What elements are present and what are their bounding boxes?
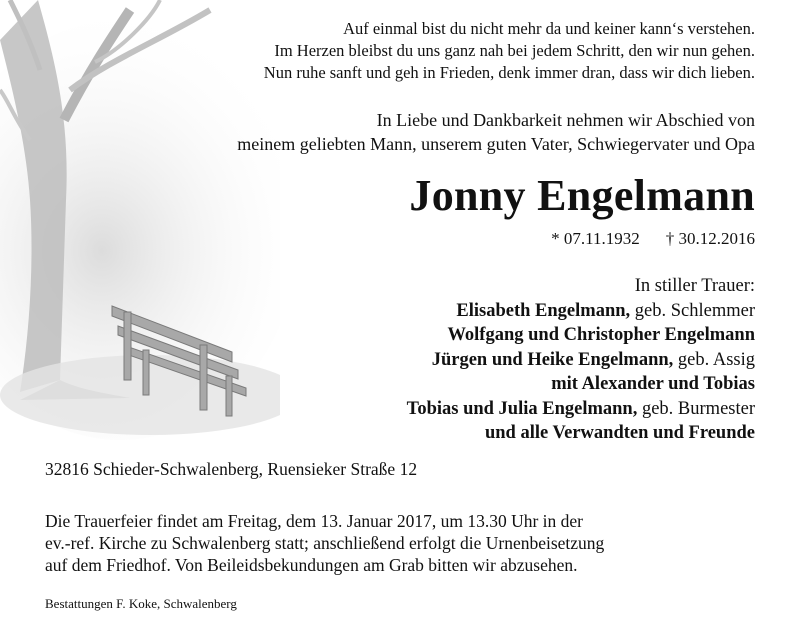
memorial-poem [264, 18, 755, 84]
ceremony-line-3: auf dem Friedhof. Von Beileidsbekundungen am Grab bitten wir abzusehen. [45, 555, 578, 575]
intro-line-2: meinem geliebten Mann, unserem guten Vater, Schwiegervater und Opa [237, 134, 755, 154]
mourners-heading: In stiller Trauer: [634, 276, 755, 296]
family-address: 32816 Schieder-Schwalenberg, Ruensieker Straße 12 [45, 459, 418, 479]
mourner-line: Elisabeth Engelmann, geb. Schlemmer [456, 300, 755, 321]
ceremony-line-2: ev.-ref. Kirche zu Schwalenberg statt; anschließend erfolgt die Urnenbeisetzung [45, 533, 605, 553]
mourner-line: Tobias und Julia Engelmann, geb. Burmester [406, 398, 755, 419]
poem-line-1: Auf einmal bist du nicht mehr da und keiner kann‘s verstehen. [343, 19, 755, 38]
mourner-line: mit Alexander und Tobias [551, 374, 755, 394]
mourner-line: Jürgen und Heike Engelmann, geb. Assig [431, 349, 755, 370]
funeral-details [45, 510, 604, 576]
ceremony-line-1: Die Trauerfeier findet am Freitag, dem 13. Januar 2017, um 13.30 Uhr in der [45, 511, 583, 531]
poem-line-3: Nun ruhe sanft und geh in Frieden, denk immer dran, dass wir dich lieben. [263, 63, 755, 82]
intro-line-1: In Liebe und Dankbarkeit nehmen wir Abschied von [376, 110, 755, 130]
funeral-home: Bestattungen F. Koke, Schwalenberg [45, 596, 237, 611]
mourner-line: Wolfgang und Christopher Engelmann [447, 325, 755, 345]
mourners-list [407, 274, 755, 446]
life-dates [551, 228, 755, 250]
farewell-intro [237, 108, 755, 156]
mourner-line: und alle Verwandten und Freunde [484, 423, 755, 443]
birth-date: * 07.11.1932 [551, 229, 640, 248]
deceased-name: Jonny Engelmann [409, 171, 755, 220]
death-date: † 30.12.2016 [665, 229, 755, 248]
poem-line-2: Im Herzen bleibst du uns ganz nah bei jedem Schritt, den wir nun gehen. [274, 41, 755, 60]
tree-and-bench-illustration [0, 0, 280, 440]
